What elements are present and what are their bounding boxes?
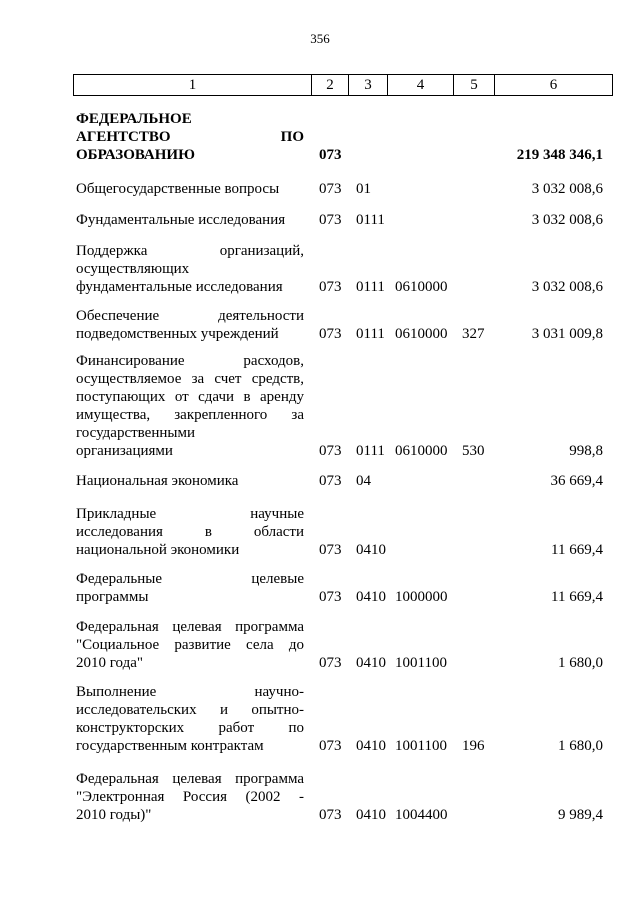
column-header-5: 5 — [454, 75, 495, 96]
ministry-code: 073 — [319, 212, 342, 228]
amount: 219 348 346,1 — [516, 147, 603, 163]
row-description-line: национальной экономики — [76, 542, 240, 558]
row-description-line: Прикладные научные — [76, 506, 304, 522]
section-code: 0111 — [356, 212, 385, 228]
column-header-4: 4 — [388, 75, 454, 96]
target-article-code: 1001100 — [395, 738, 447, 754]
target-article-code: 1001100 — [395, 655, 447, 671]
ministry-code: 073 — [319, 807, 342, 823]
row-description-line: подведомственных учреждений — [76, 326, 279, 342]
ministry-code: 073 — [319, 443, 342, 459]
amount: 3 032 008,6 — [531, 212, 603, 228]
page-number: 356 — [310, 31, 330, 46]
row-description-line: фундаментальные исследования — [76, 279, 283, 295]
column-header-1: 1 — [74, 75, 312, 96]
section-code: 0111 — [356, 443, 385, 459]
amount: 36 669,4 — [550, 473, 603, 489]
ministry-code: 073 — [319, 181, 342, 197]
row-description — [76, 352, 304, 460]
column-header-table — [73, 74, 613, 96]
row-description-line: 2010 года" — [76, 655, 144, 671]
amount: 1 680,0 — [558, 738, 603, 754]
row-description-line: Федеральная целевая программа — [76, 771, 304, 787]
section-code: 0410 — [356, 807, 386, 823]
target-article-code: 0610000 — [395, 326, 448, 342]
ministry-code: 073 — [319, 589, 342, 605]
row-description-line: Поддержка организаций, — [76, 243, 304, 259]
section-code: 0410 — [356, 738, 386, 754]
ministry-code: 073 — [319, 738, 342, 754]
target-article-code: 1004400 — [395, 807, 448, 823]
row-description-line: организациями — [76, 443, 173, 459]
row-description-line: АГЕНТСТВО ПО — [76, 129, 304, 145]
section-code: 04 — [356, 473, 371, 489]
ministry-code: 073 — [319, 147, 342, 163]
row-description-line: программы — [76, 589, 149, 605]
amount: 11 669,4 — [551, 589, 603, 605]
row-description-line: "Электронная Россия (2002 - — [76, 789, 304, 805]
ministry-code: 073 — [319, 473, 342, 489]
amount: 9 989,4 — [558, 807, 603, 823]
row-description-line: осуществляемое за счет средств, — [76, 371, 304, 387]
row-description-line: ФЕДЕРАЛЬНОЕ — [76, 111, 192, 127]
row-description — [76, 242, 304, 296]
target-article-code: 1000000 — [395, 589, 448, 605]
row-description — [76, 570, 304, 606]
row-description-line: конструкторских работ по — [76, 720, 304, 736]
row-description-line: исследования в области — [76, 524, 304, 540]
row-description-line: Фундаментальные исследования — [76, 212, 286, 228]
row-description-line: Обеспечение деятельности — [76, 308, 304, 324]
section-code: 01 — [356, 181, 371, 197]
ministry-code: 073 — [319, 279, 342, 295]
target-article-code: 0610000 — [395, 279, 448, 295]
row-description-line: Общегосударственные вопросы — [76, 181, 280, 197]
amount: 1 680,0 — [558, 655, 603, 671]
row-description — [76, 770, 304, 824]
row-description — [76, 683, 304, 755]
row-description — [76, 472, 304, 490]
row-description-line: имущества, закрепленного за — [76, 407, 304, 423]
column-header-2: 2 — [312, 75, 349, 96]
row-description-line: исследовательских и опытно- — [76, 702, 304, 718]
row-description-line: Федеральная целевая программа — [76, 619, 304, 635]
ministry-code: 073 — [319, 655, 342, 671]
ministry-code: 073 — [319, 542, 342, 558]
row-description-line: Выполнение научно- — [76, 684, 304, 700]
row-description-line: Финансирование расходов, — [76, 353, 304, 369]
section-code: 0410 — [356, 589, 386, 605]
row-description-line: 2010 годы)" — [76, 807, 152, 823]
column-header-6: 6 — [495, 75, 613, 96]
amount: 3 031 009,8 — [531, 326, 603, 342]
expense-type-code: 196 — [462, 738, 485, 754]
column-header-3: 3 — [349, 75, 388, 96]
expense-type-code: 327 — [462, 326, 485, 342]
row-description — [76, 307, 304, 343]
row-description-line: "Социальное развитие села до — [76, 637, 304, 653]
section-code: 0111 — [356, 279, 385, 295]
row-description — [76, 211, 304, 229]
ministry-code: 073 — [319, 326, 342, 342]
row-description-line: поступающих от сдачи в аренду — [76, 389, 304, 405]
column-header-row — [74, 75, 613, 96]
amount: 998,8 — [569, 443, 603, 459]
row-description — [76, 618, 304, 672]
row-description-line: ОБРАЗОВАНИЮ — [76, 147, 195, 163]
section-code: 0410 — [356, 542, 386, 558]
row-description — [76, 110, 304, 164]
row-description-line: государственным контрактам — [76, 738, 264, 754]
amount: 11 669,4 — [551, 542, 603, 558]
row-description-line: Федеральные целевые — [76, 571, 304, 587]
amount: 3 032 008,6 — [531, 279, 603, 295]
row-description-line: осуществляющих — [76, 261, 190, 277]
row-description — [76, 180, 304, 198]
row-description — [76, 505, 304, 559]
section-code: 0410 — [356, 655, 386, 671]
section-code: 0111 — [356, 326, 385, 342]
amount: 3 032 008,6 — [531, 181, 603, 197]
row-description-line: Национальная экономика — [76, 473, 239, 489]
target-article-code: 0610000 — [395, 443, 448, 459]
expense-type-code: 530 — [462, 443, 485, 459]
row-description-line: государственными — [76, 425, 195, 441]
